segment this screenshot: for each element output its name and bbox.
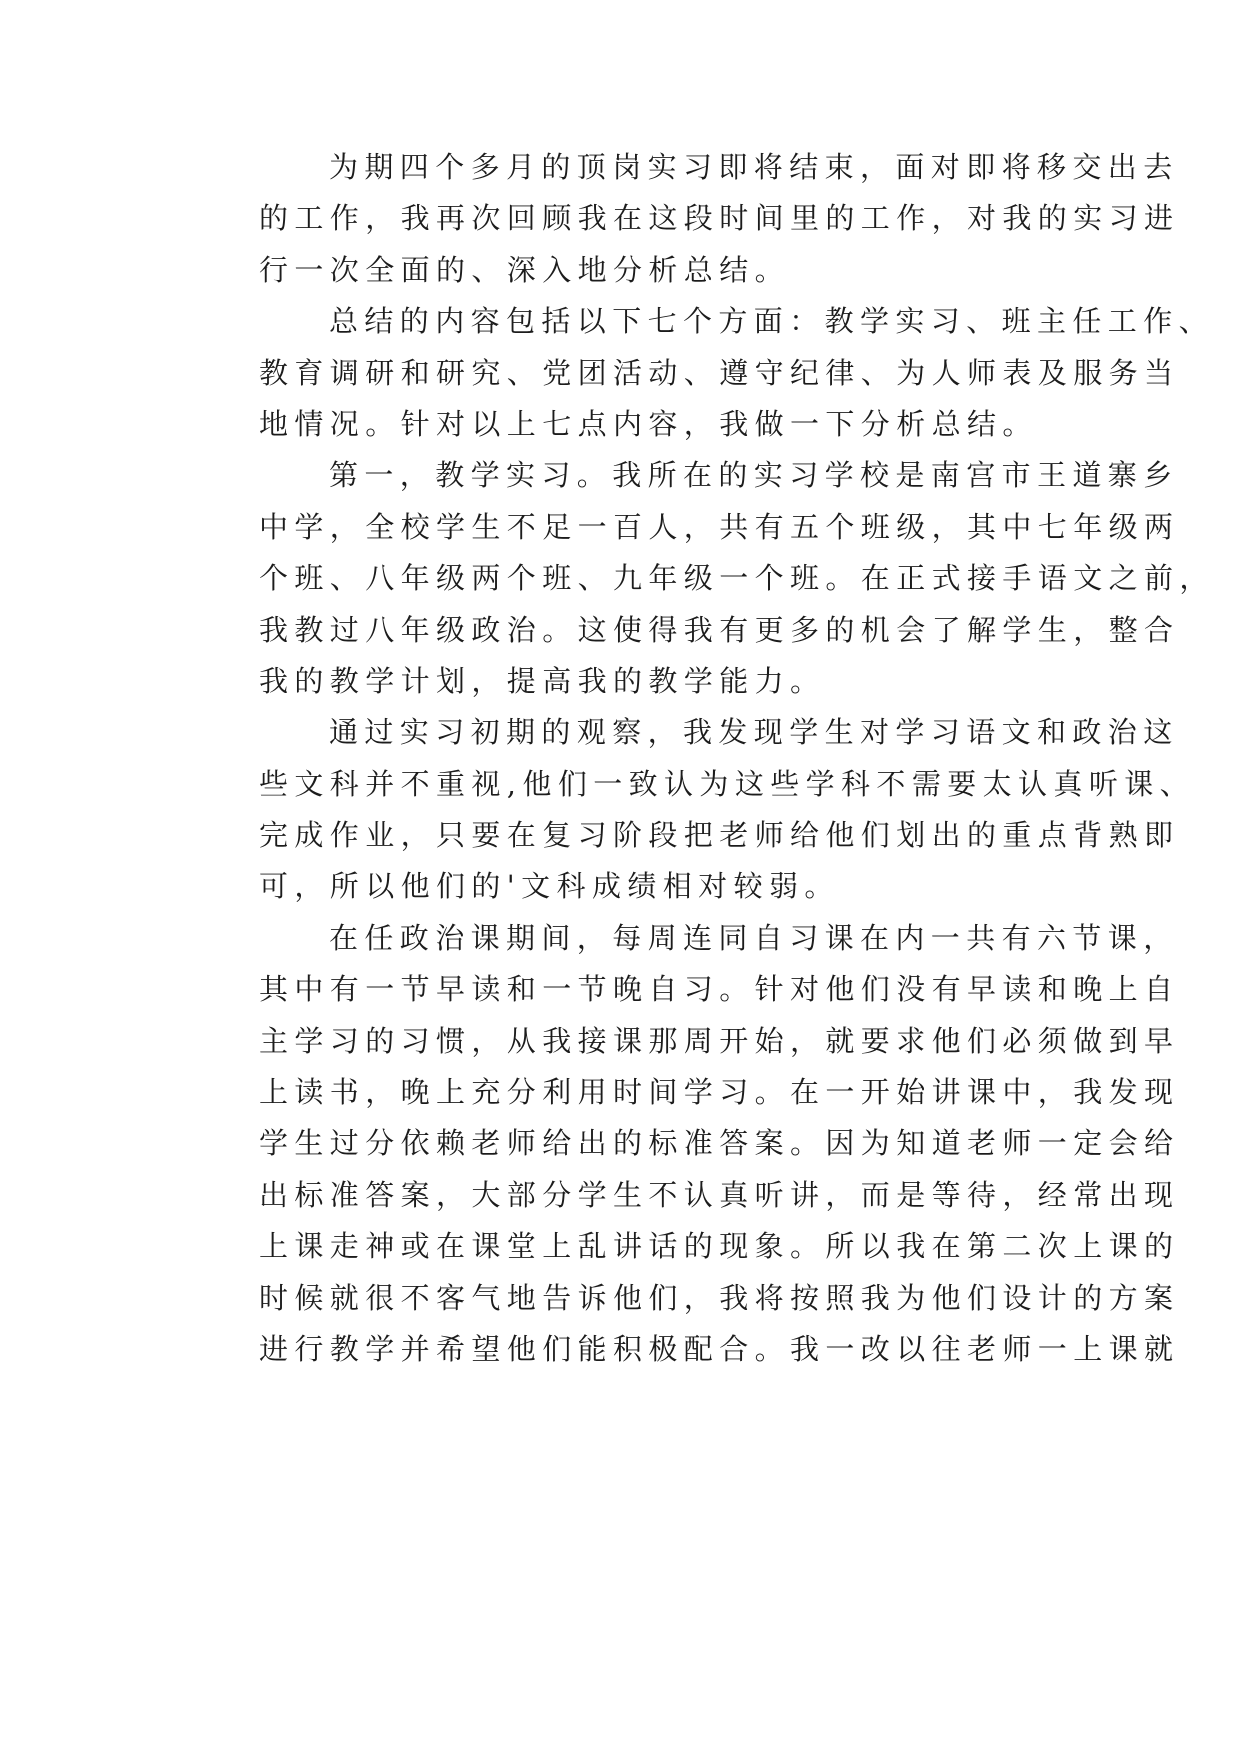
text-line: 上读书，晚上充分利用时间学习。在一开始讲课中，我发现: [259, 1075, 1180, 1110]
text-line: 主学习的习惯，从我接课那周开始，就要求他们必须做到早: [259, 1023, 1180, 1058]
text-line: 学生过分依赖老师给出的标准答案。因为知道老师一定会给: [259, 1126, 1180, 1161]
text-line: 我教过八年级政治。这使得我有更多的机会了解学生，整合: [259, 612, 1180, 647]
text-line: 在任政治课期间，每周连同自习课在内一共有六节课，: [329, 920, 1179, 955]
paragraph-observation: [189, 707, 1196, 913]
text-line: 进行教学并希望他们能积极配合。我一改以往老师一上课就: [259, 1331, 1180, 1366]
paragraph-teaching-practice: [189, 450, 1215, 707]
text-line: 其中有一节早读和一节晚自习。针对他们没有早读和晚上自: [259, 972, 1180, 1007]
text-line: 总结的内容包括以下七个方面：教学实习、班主任工作、: [329, 304, 1215, 339]
paragraph-intro: [189, 142, 1180, 296]
text-line: 些文科并不重视,他们一致认为这些学科不需要太认真听课、: [259, 766, 1196, 801]
text-line: 可，所以他们的'文科成绩相对较弱。: [259, 869, 840, 904]
document-body: [189, 142, 1215, 1375]
text-line: 我的教学计划，提高我的教学能力。: [259, 663, 826, 698]
text-line: 教育调研和研究、党团活动、遵守纪律、为人师表及服务当: [259, 355, 1180, 390]
text-line: 中学，全校学生不足一百人，共有五个班级，其中七年级两: [259, 509, 1180, 544]
text-line: 第一，教学实习。我所在的实习学校是南宫市王道寨乡: [329, 458, 1179, 493]
text-line: 的工作，我再次回顾我在这段时间里的工作，对我的实习进: [259, 201, 1180, 236]
text-line: 行一次全面的、深入地分析总结。: [259, 252, 791, 287]
paragraph-politics-class: [189, 913, 1180, 1376]
text-line: 上课走神或在课堂上乱讲话的现象。所以我在第二次上课的: [259, 1229, 1180, 1264]
text-line: 时候就很不客气地告诉他们，我将按照我为他们设计的方案: [259, 1280, 1180, 1315]
text-line: 为期四个多月的顶岗实习即将结束，面对即将移交出去: [329, 150, 1179, 184]
text-line: 完成作业，只要在复习阶段把老师给他们划出的重点背熟即: [259, 818, 1180, 853]
text-line: 个班、八年级两个班、九年级一个班。在正式接手语文之前，: [259, 561, 1215, 596]
text-line: 地情况。针对以上七点内容，我做一下分析总结。: [259, 406, 1038, 441]
paragraph-summary-scope: [189, 296, 1215, 450]
text-line: 通过实习初期的观察，我发现学生对学习语文和政治这: [329, 715, 1179, 750]
text-line: 出标准答案，大部分学生不认真听讲，而是等待，经常出现: [259, 1177, 1180, 1212]
